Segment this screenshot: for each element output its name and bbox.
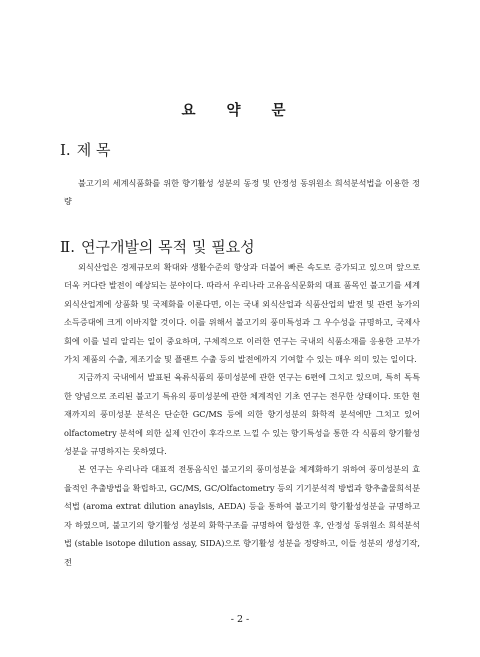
page-number: - 2 - (230, 614, 250, 625)
section-2-body (64, 258, 420, 571)
section-1-heading (60, 139, 110, 160)
body-paragraph-3: 본 연구는 우리나라 대표적 전통음식인 불고기의 풍미성분을 체계화하기 위하여 풍미성분의 효율적인 추출방법을 확립하고, GC/MS, GC/Olfactometry 등의 기기분석적 방법과 향추출물희석분석법 (aroma extrat dilution anaylsis, AEDA) 등을 통하여 불고기의 향기활성성분을 규명하고자 하였으며, 불고기의 향기활성 성분의 화학구조를 규명하여 합성한 후, 안정성 동위원소 희석분석법 (stable isotope dilution assay, SIDA)으로 향기활성 성분을 정량하고, 이들 성분의 생성기작, 전 (64, 464, 420, 567)
subject-text: 불고기의 세계식품화를 위한 향기활성 성분의 동정 및 안정성 동위원소 희석분석법을 이용한 정량 (64, 178, 420, 207)
document-title: 요 약 문 (181, 102, 299, 119)
section-2-number: Ⅱ. (60, 238, 75, 256)
section-1-number: Ⅰ. (60, 141, 71, 159)
section-1-title: 제 목 (76, 141, 111, 159)
body-paragraph-1: 외식산업은 경제규모의 확대와 생활수준의 향상과 더불어 빠른 속도로 증가되고 있으며 앞으로 더욱 커다란 발전이 예상되는 분야이다. 따라서 우리나라 고유음식문화의 대표 품목인 불고기를 세계 외식산업계에 상품화 및 국제화를 이룬다면, 이는 국내 외식산업과 식품산업의 발전 및 관련 농가의 소득증대에 크게 이바지할 것이다. 이를 위해서 불고기의 풍미특성과 그 우수성을 규명하고, 국제사회에 이를 널리 알리는 일이 중요하며, 구체적으로 이러한 연구는 국내의 식품소재를 응용한 고부가가치 제품의 수출, 제조기술 및 플랜트 수출 등의 발전에까지 기여할 수 있는 매우 의미 있는 일이다. (64, 262, 420, 365)
subject-paragraph (64, 174, 420, 211)
body-paragraph-2: 지금까지 국내에서 발표된 육류식품의 풍미성분에 관한 연구는 6편에 그치고 있으며, 특히 독특한 양념으로 조리된 불고기 특유의 풍미성분에 관한 체계적인 기초 연구는 전무한 상태이다. 또한 현재까지의 풍미성분 분석은 단순한 GC/MS 등에 의한 향기성분의 화학적 분석에만 그치고 있어 olfactometry 분석에 의한 실제 인간이 후각으로 느낄 수 있는 향기특성을 통한 각 식품의 향기활성성분을 규명하지는 못하였다. (64, 372, 420, 457)
section-2-title: 연구개발의 목적 및 필요성 (80, 238, 255, 256)
section-2-heading (60, 236, 255, 257)
